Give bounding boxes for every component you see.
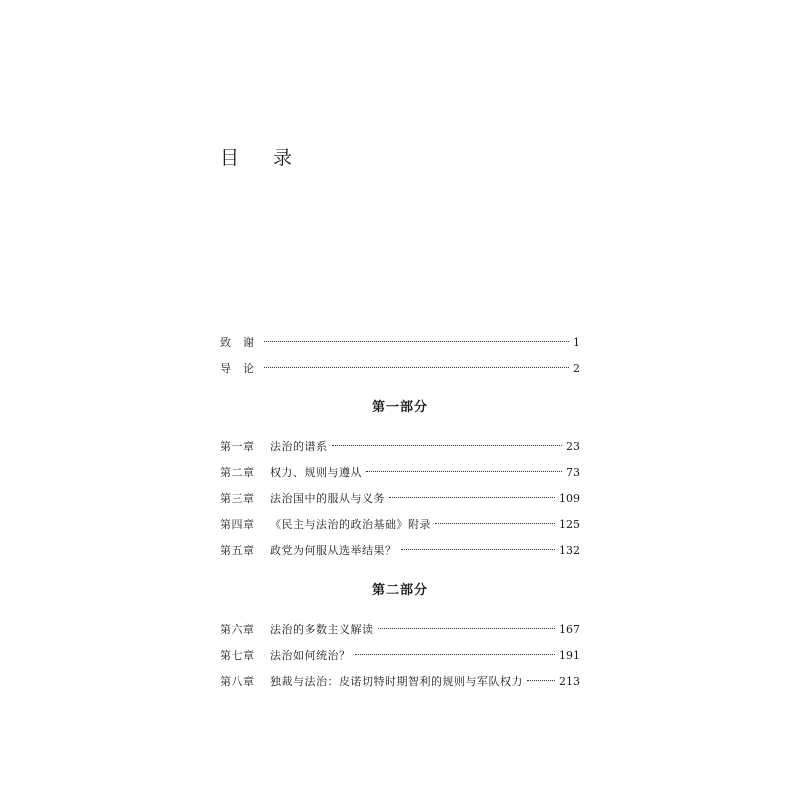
chapter-number: 第一章 (220, 440, 255, 453)
toc-page-number: 23 (566, 440, 580, 453)
chapter-number: 第六章 (220, 623, 255, 636)
dot-leader (378, 628, 556, 629)
chapter-number: 第八章 (220, 675, 255, 688)
toc-entry-introduction[interactable] (220, 359, 580, 379)
chapter-title: 法治如何统治？ (270, 649, 351, 662)
chapter-title: 政党为何服从选举结果？ (270, 544, 397, 557)
chapter-title: 法治的谱系 (270, 440, 328, 453)
toc-entry-chapter[interactable] (220, 672, 580, 692)
page-title: 目 录 (220, 147, 307, 169)
chapter-title: 独裁与法治：皮诺切特时期智利的规则与军队权力 (270, 675, 523, 688)
toc-entry-label: 致谢 (220, 336, 266, 349)
chapter-number: 第三章 (220, 492, 255, 505)
chapter-title: 法治的多数主义解读 (270, 623, 374, 636)
dot-leader (401, 549, 556, 550)
toc-page-number: 109 (559, 492, 580, 505)
toc-page-number: 213 (559, 675, 580, 688)
dot-leader (366, 471, 562, 472)
chapter-number: 第四章 (220, 518, 255, 531)
toc-entry-chapter[interactable] (220, 620, 580, 640)
toc-page-number: 125 (559, 518, 580, 531)
dot-leader (264, 367, 569, 368)
toc-page-number: 1 (573, 336, 580, 349)
chapter-number: 第五章 (220, 544, 255, 557)
toc-entry-chapter[interactable] (220, 489, 580, 509)
toc-page-number: 132 (559, 544, 580, 557)
toc-page-number: 73 (566, 466, 580, 479)
toc-entry-acknowledgements[interactable] (220, 333, 580, 353)
dot-leader (435, 523, 555, 524)
dot-leader (389, 497, 555, 498)
toc-entry-chapter[interactable] (220, 437, 580, 457)
part-heading: 第二部分 (371, 583, 428, 598)
toc-page-number: 191 (559, 649, 580, 662)
dot-leader (527, 680, 555, 681)
toc-page-number: 2 (573, 362, 580, 375)
chapter-title: 权力、规则与遵从 (270, 466, 362, 479)
dot-leader (332, 445, 563, 446)
dot-leader (264, 341, 569, 342)
chapter-title: 《民主与法治的政治基础》附录 (270, 518, 431, 531)
part-heading: 第一部分 (371, 400, 428, 415)
toc-entry-chapter[interactable] (220, 515, 580, 535)
toc-page-number: 167 (559, 623, 580, 636)
toc-entry-chapter[interactable] (220, 463, 580, 483)
chapter-number: 第七章 (220, 649, 255, 662)
chapter-title: 法治国中的服从与义务 (270, 492, 385, 505)
dot-leader (355, 654, 556, 655)
toc-entry-chapter[interactable] (220, 541, 580, 561)
toc-entry-label: 导论 (220, 362, 266, 375)
toc-entry-chapter[interactable] (220, 646, 580, 666)
chapter-number: 第二章 (220, 466, 255, 479)
